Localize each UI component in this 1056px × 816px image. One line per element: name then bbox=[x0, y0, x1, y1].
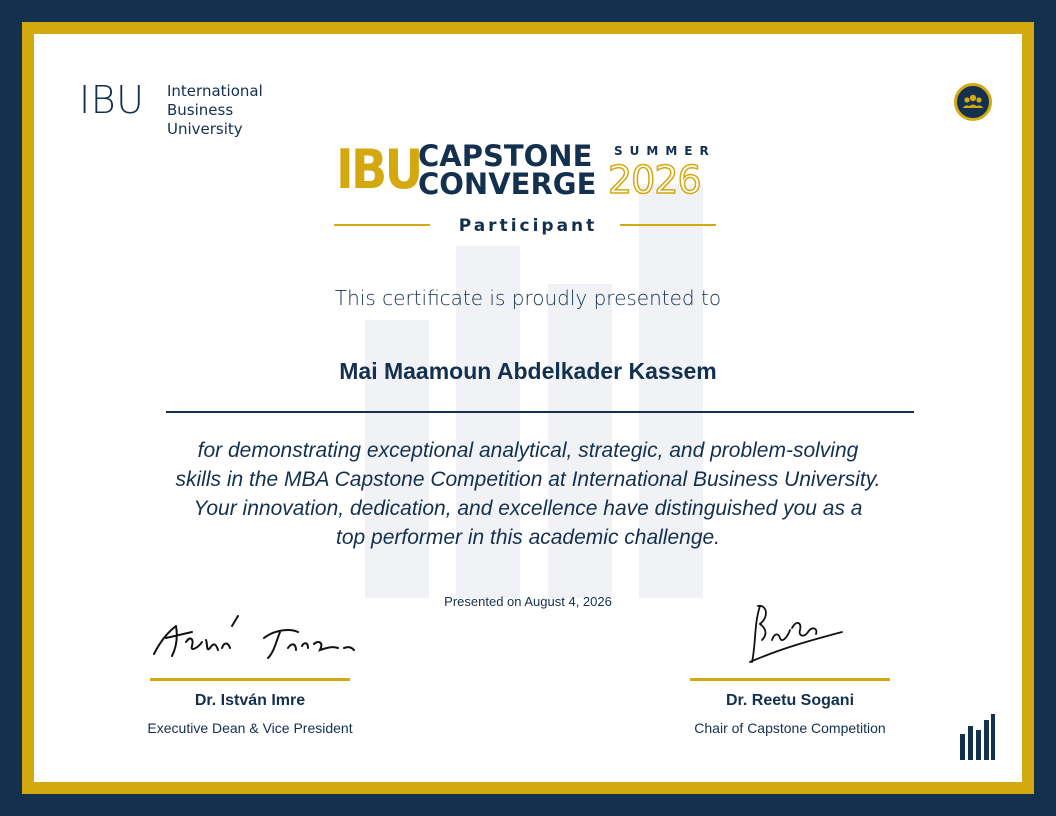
institution-name-line: International bbox=[167, 82, 263, 100]
presentation-date: Presented on August 4, 2026 bbox=[444, 594, 612, 609]
event-year: 2026 bbox=[608, 158, 701, 202]
signatory-name-left: Dr. István Imre bbox=[194, 692, 306, 709]
event-name-line: CAPSTONE bbox=[418, 139, 593, 173]
institution-abbreviation: IBU bbox=[79, 78, 145, 122]
event-season: SUMMER bbox=[614, 144, 716, 158]
certificate-paper bbox=[34, 34, 1022, 782]
role-rule-right bbox=[620, 224, 716, 226]
institution-name-line: Business bbox=[167, 101, 234, 119]
event-name-line: CONVERGE bbox=[418, 167, 597, 201]
people-group-icon bbox=[954, 83, 992, 121]
event-brand: IBU bbox=[336, 138, 421, 201]
certificate-citation bbox=[122, 436, 934, 552]
event-name bbox=[418, 139, 597, 201]
signature-line-left bbox=[150, 678, 350, 681]
signature-left bbox=[146, 602, 356, 666]
citation-line: for demonstrating exceptional analytical, strategic, and problem-solving bbox=[197, 439, 859, 462]
signature-line-right bbox=[690, 678, 890, 681]
certificate-intro: This certificate is proudly presented to bbox=[334, 286, 722, 310]
signature-right bbox=[742, 596, 852, 668]
signatory-title-right: Chair of Capstone Competition bbox=[694, 720, 886, 736]
citation-line: Your innovation, dedication, and excellence have distinguished you as a bbox=[193, 497, 863, 520]
citation-line: top performer in this academic challenge. bbox=[335, 526, 721, 549]
signatory-name-right: Dr. Reetu Sogani bbox=[725, 692, 855, 709]
participant-role: Participant bbox=[458, 216, 598, 236]
bar-chart-icon bbox=[958, 712, 996, 762]
institution-name bbox=[167, 82, 263, 139]
signatory-title-left: Executive Dean & Vice President bbox=[147, 720, 353, 736]
recipient-underline bbox=[166, 411, 914, 413]
citation-line: skills in the MBA Capstone Competition at International Business University. bbox=[175, 468, 881, 491]
recipient-name: Mai Maamoun Abdelkader Kassem bbox=[339, 358, 717, 384]
institution-name-line: University bbox=[167, 120, 243, 138]
